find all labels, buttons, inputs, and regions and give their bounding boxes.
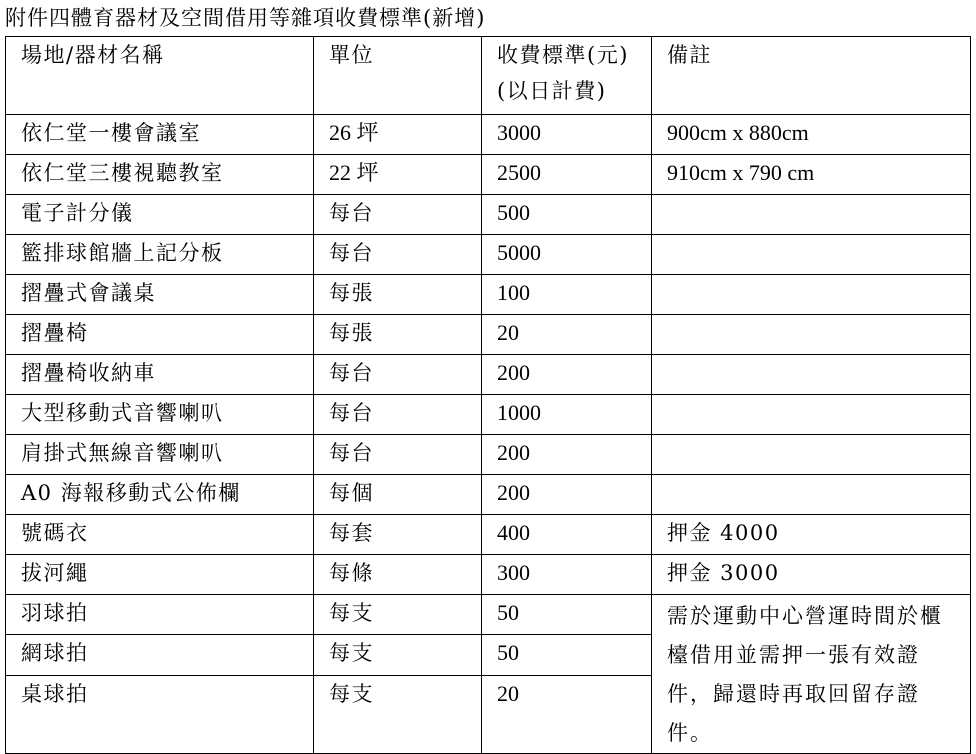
page-title: 附件四體育器材及空間借用等雜項收費標準(新增) — [5, 6, 486, 30]
cell-name: 網球拍 — [6, 635, 314, 675]
cell-note — [652, 275, 971, 315]
table-row — [6, 115, 971, 155]
cell-fee: 100 — [482, 275, 652, 315]
cell-name: 依仁堂三樓視聽教室 — [6, 155, 314, 195]
cell-unit: 26 坪 — [314, 115, 482, 155]
cell-note: 910cm x 790 cm — [652, 155, 971, 195]
header-note: 備註 — [652, 37, 971, 115]
cell-unit: 每支 — [314, 675, 482, 754]
header-fee-line2: (以日計費) — [497, 79, 607, 103]
cell-unit: 每台 — [314, 235, 482, 275]
table-row — [6, 595, 971, 635]
cell-name: 桌球拍 — [6, 675, 314, 754]
cell-name: 籃排球館牆上記分板 — [6, 235, 314, 275]
cell-fee: 50 — [482, 595, 652, 635]
cell-note — [652, 475, 971, 515]
cell-note — [652, 195, 971, 235]
cell-fee: 200 — [482, 355, 652, 395]
table-row — [6, 315, 971, 355]
cell-name: 大型移動式音響喇叭 — [6, 395, 314, 435]
cell-unit: 每個 — [314, 475, 482, 515]
cell-unit: 每張 — [314, 315, 482, 355]
cell-fee: 300 — [482, 555, 652, 595]
table-row — [6, 435, 971, 475]
cell-unit: 每支 — [314, 595, 482, 635]
header-fee-line1: 收費標準(元) — [497, 43, 629, 67]
cell-name: 摺疊椅收納車 — [6, 355, 314, 395]
cell-note — [652, 395, 971, 435]
cell-name: 羽球拍 — [6, 595, 314, 635]
cell-fee: 200 — [482, 435, 652, 475]
cell-unit: 每台 — [314, 395, 482, 435]
table-row — [6, 235, 971, 275]
cell-unit: 每台 — [314, 435, 482, 475]
table-row — [6, 395, 971, 435]
cell-name: 依仁堂一樓會議室 — [6, 115, 314, 155]
cell-unit: 每台 — [314, 195, 482, 235]
cell-unit: 每張 — [314, 275, 482, 315]
cell-unit: 每套 — [314, 515, 482, 555]
cell-name: 摺疊式會議桌 — [6, 275, 314, 315]
header-name: 場地/器材名稱 — [6, 37, 314, 115]
cell-name: 電子計分儀 — [6, 195, 314, 235]
cell-note: 900cm x 880cm — [652, 115, 971, 155]
cell-note-racket — [652, 595, 971, 754]
cell-fee: 50 — [482, 635, 652, 675]
cell-name: 號碼衣 — [6, 515, 314, 555]
cell-fee: 400 — [482, 515, 652, 555]
cell-fee: 1000 — [482, 395, 652, 435]
cell-unit: 22 坪 — [314, 155, 482, 195]
table-header-row — [6, 37, 971, 115]
table-row — [6, 555, 971, 595]
cell-fee: 2500 — [482, 155, 652, 195]
table-row — [6, 275, 971, 315]
cell-fee: 5000 — [482, 235, 652, 275]
header-unit: 單位 — [314, 37, 482, 115]
table-row — [6, 195, 971, 235]
cell-note — [652, 355, 971, 395]
cell-fee: 3000 — [482, 115, 652, 155]
cell-name: 拔河繩 — [6, 555, 314, 595]
racket-note-text: 需於運動中心營運時間於櫃檯借用並需押一張有效證件，歸還時再取回留存證件。 — [667, 604, 943, 745]
cell-unit: 每支 — [314, 635, 482, 675]
cell-note: 押金 3000 — [652, 555, 971, 595]
cell-unit: 每條 — [314, 555, 482, 595]
cell-unit: 每台 — [314, 355, 482, 395]
cell-note: 押金 4000 — [652, 515, 971, 555]
table-row — [6, 475, 971, 515]
cell-fee: 200 — [482, 475, 652, 515]
cell-note — [652, 435, 971, 475]
cell-name: 摺疊椅 — [6, 315, 314, 355]
cell-name: 肩掛式無線音響喇叭 — [6, 435, 314, 475]
cell-fee: 500 — [482, 195, 652, 235]
cell-fee: 20 — [482, 675, 652, 754]
table-row — [6, 155, 971, 195]
table-row — [6, 515, 971, 555]
cell-fee: 20 — [482, 315, 652, 355]
cell-note — [652, 235, 971, 275]
fee-table — [5, 36, 971, 754]
header-fee — [482, 37, 652, 115]
cell-note — [652, 315, 971, 355]
table-row — [6, 355, 971, 395]
cell-name: A0 海報移動式公佈欄 — [6, 475, 314, 515]
